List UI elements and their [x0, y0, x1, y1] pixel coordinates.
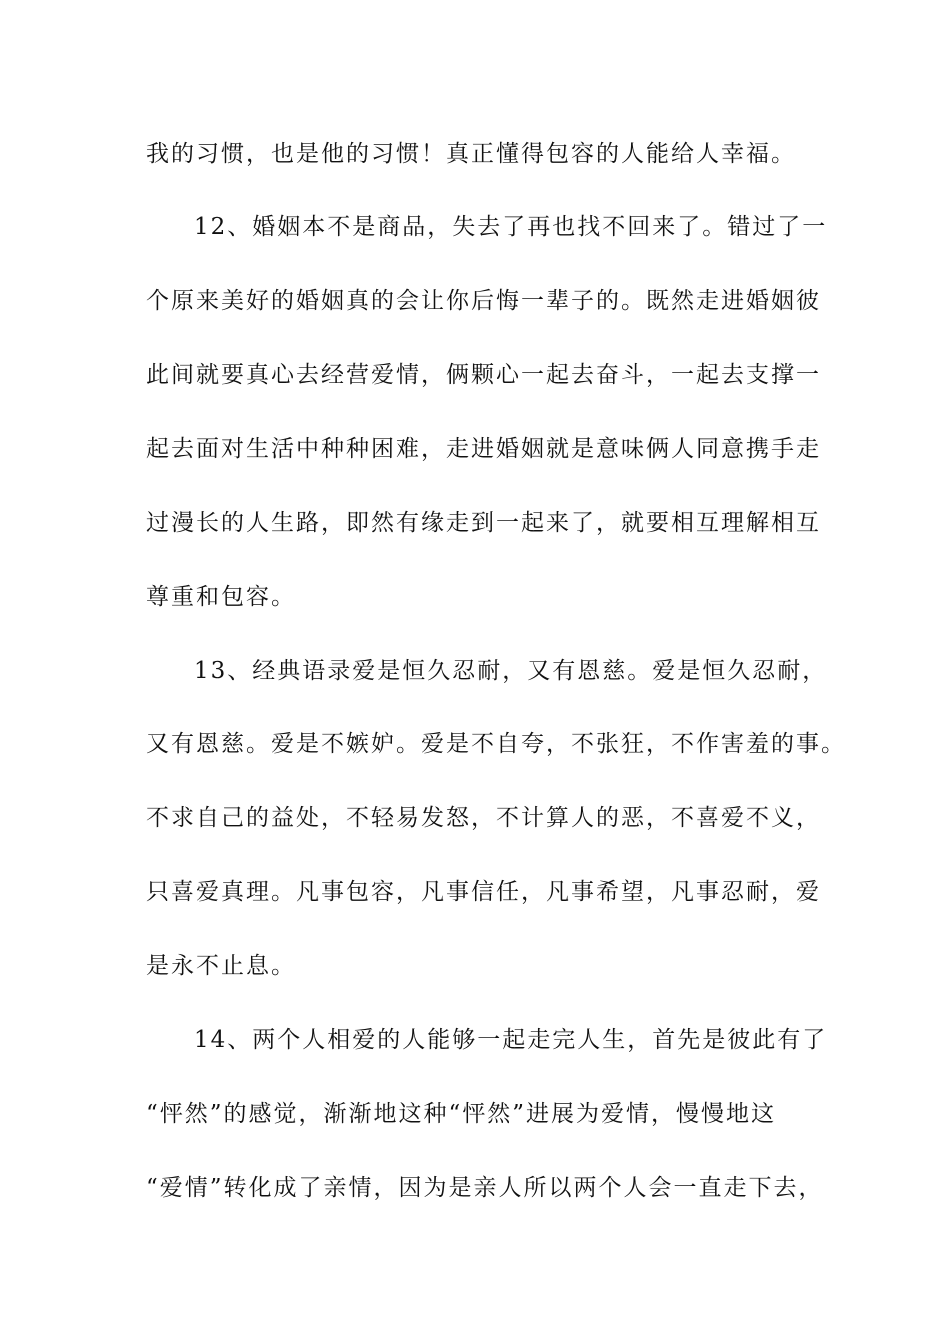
text-line: 14、两个人相爱的人能够一起走完人生，首先是彼此有了: [194, 1027, 828, 1053]
text-line: 又有恩慈。爱是不嫉妒。爱是不自夸，不张狂，不作害羞的事。: [146, 731, 846, 757]
text-line: 12、婚姻本不是商品，失去了再也找不回来了。错过了一: [194, 214, 828, 240]
text-line: 起去面对生活中种种困难，走进婚姻就是意味俩人同意携手走: [146, 436, 821, 462]
text-line: 尊重和包容。: [146, 584, 296, 610]
text-line: “爱情”转化成了亲情，因为是亲人所以两个人会一直走下去，: [146, 1175, 824, 1201]
text-line: 是永不止息。: [146, 953, 296, 979]
text-line: 此间就要真心去经营爱情，俩颗心一起去奋斗，一起去支撑一: [146, 362, 821, 388]
text-line: 只喜爱真理。凡事包容，凡事信任，凡事希望，凡事忍耐，爱: [146, 879, 821, 905]
text-line: 个原来美好的婚姻真的会让你后悔一辈子的。既然走进婚姻彼: [146, 288, 821, 314]
text-line: 我的习惯，也是他的习惯！真正懂得包容的人能给人幸福。: [146, 141, 796, 167]
text-line: 过漫长的人生路，即然有缘走到一起来了，就要相互理解相互: [146, 510, 821, 536]
text-line: “怦然”的感觉，渐渐地这种“怦然”进展为爱情，慢慢地这: [146, 1101, 777, 1127]
text-line: 13、经典语录爱是恒久忍耐，又有恩慈。爱是恒久忍耐，: [194, 658, 828, 684]
text-line: 不求自己的益处，不轻易发怒，不计算人的恶，不喜爱不义，: [146, 805, 821, 831]
